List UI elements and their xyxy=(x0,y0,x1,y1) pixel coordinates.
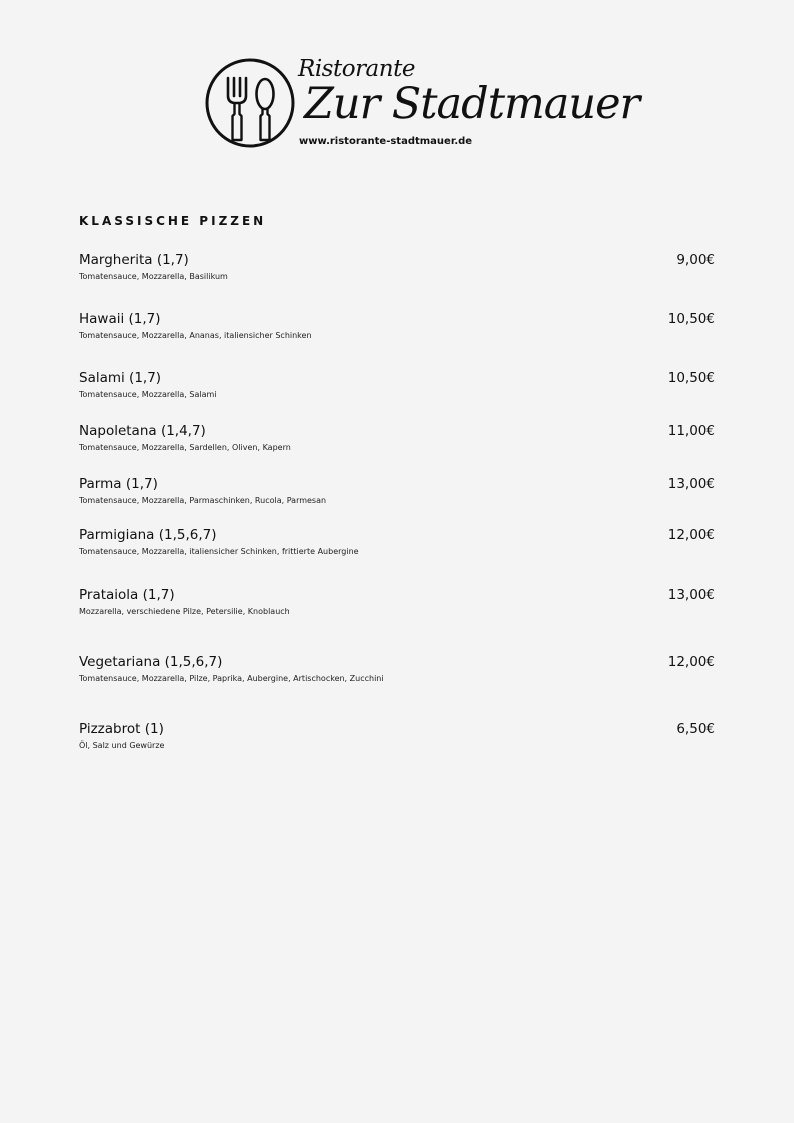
menu-item xyxy=(79,720,715,760)
menu-item xyxy=(79,369,715,409)
menu-item xyxy=(79,586,715,626)
menu-item-name: Parma (1,7) xyxy=(79,476,158,492)
menu-item-description: Tomatensauce, Mozzarella, Sardellen, Oliven, Kapern xyxy=(79,443,291,452)
menu-item-description: Öl, Salz und Gewürze xyxy=(79,741,165,750)
menu-item-description: Tomatensauce, Mozzarella, Salami xyxy=(79,390,217,399)
menu-item-price: 9,00€ xyxy=(676,252,715,268)
menu-item-description: Tomatensauce, Mozzarella, Ananas, italiensicher Schinken xyxy=(79,331,312,340)
menu-item-name: Vegetariana (1,5,6,7) xyxy=(79,654,223,670)
section-title: KLASSISCHE PIZZEN xyxy=(79,214,267,228)
menu-item xyxy=(79,251,715,291)
menu-item-price: 11,00€ xyxy=(667,423,715,439)
menu-item-price: 6,50€ xyxy=(676,721,715,737)
website-url[interactable]: www.ristorante-stadtmauer.de xyxy=(299,136,473,147)
menu-item-name: Napoletana (1,4,7) xyxy=(79,423,206,439)
menu-item xyxy=(79,475,715,515)
menu-item-name: Parmigiana (1,5,6,7) xyxy=(79,527,217,543)
menu-item xyxy=(79,422,715,462)
menu-item-price: 12,00€ xyxy=(667,654,715,670)
menu-item-name: Margherita (1,7) xyxy=(79,252,189,268)
menu-item-description: Tomatensauce, Mozzarella, italiensicher Schinken, frittierte Aubergine xyxy=(79,547,359,556)
menu-item-name: Salami (1,7) xyxy=(79,370,162,386)
restaurant-logo xyxy=(204,54,640,154)
logo-subtitle: Ristorante xyxy=(298,56,415,82)
menu-item-description: Tomatensauce, Mozzarella, Pilze, Paprika, Aubergine, Artischocken, Zucchini xyxy=(79,674,384,683)
menu-item-description: Tomatensauce, Mozzarella, Basilikum xyxy=(79,272,228,281)
menu-item xyxy=(79,653,715,693)
logo-title: Zur Stadtmauer xyxy=(304,79,640,129)
menu-item-description: Tomatensauce, Mozzarella, Parmaschinken, Rucola, Parmesan xyxy=(79,496,327,505)
menu-item-name: Prataiola (1,7) xyxy=(79,587,175,603)
fork-and-spoon-icon xyxy=(204,56,298,150)
menu-item xyxy=(79,526,715,566)
menu-item-price: 10,50€ xyxy=(667,311,715,327)
menu-item-price: 10,50€ xyxy=(667,370,715,386)
menu-item-name: Hawaii (1,7) xyxy=(79,311,161,327)
menu-item xyxy=(79,310,715,350)
menu-item-description: Mozzarella, verschiedene Pilze, Petersilie, Knoblauch xyxy=(79,607,290,616)
menu-item-name: Pizzabrot (1) xyxy=(79,721,164,737)
menu-item-price: 13,00€ xyxy=(667,476,715,492)
menu-item-price: 13,00€ xyxy=(667,587,715,603)
menu-item-price: 12,00€ xyxy=(667,527,715,543)
